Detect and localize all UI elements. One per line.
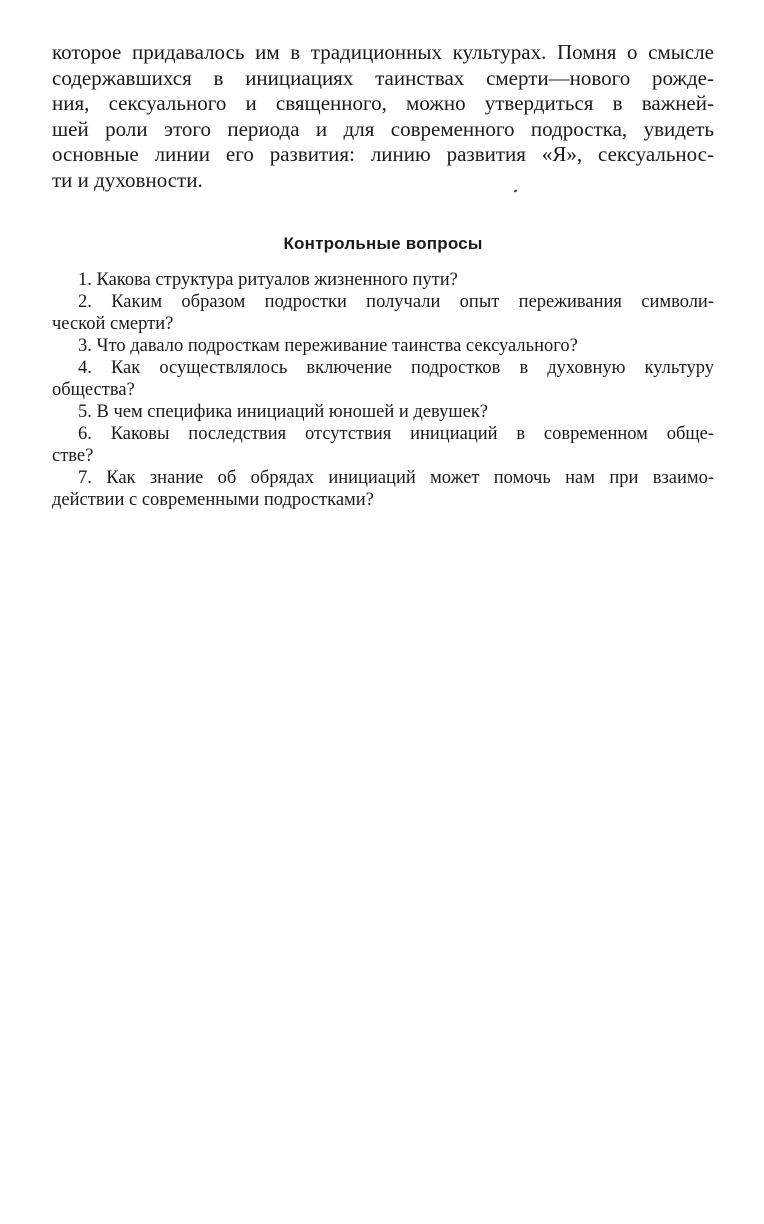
intro-paragraph <box>52 40 714 194</box>
question-line: 3. Что давало подросткам переживание таинства сексуального? <box>78 335 578 356</box>
question-item <box>52 467 714 511</box>
question-item <box>52 269 714 291</box>
paragraph-line: которое придавалось им в традиционных культурах. Помня о смысле <box>52 40 714 64</box>
paragraph-line: содержавшихся в инициациях таинствах смерти—нового рожде- <box>52 65 714 90</box>
question-line: 2. Каким образом подростки получали опыт переживания символи- <box>78 291 714 312</box>
question-item <box>52 357 714 401</box>
paragraph-line: ния, сексуального и священного, можно утвердиться в важней- <box>52 91 714 116</box>
question-line: 1. Какова структура ритуалов жизненного пути? <box>78 269 458 290</box>
page <box>52 40 714 511</box>
paragraph-line: ти и духовности. <box>52 167 203 192</box>
question-line: стве? <box>52 445 94 466</box>
question-line: 6. Каковы последствия отсутствия инициаций в современном обще- <box>78 423 714 444</box>
section-heading: Контрольные вопросы <box>283 233 483 253</box>
question-item <box>52 401 714 423</box>
questions-list <box>52 269 714 511</box>
question-line: 5. В чем специфика инициаций юношей и девушек? <box>78 401 489 422</box>
question-line: ческой смерти? <box>52 313 174 334</box>
question-line: общества? <box>52 379 135 400</box>
question-line: 7. Как знание об обрядах инициаций может помочь нам при взаимо- <box>78 467 714 488</box>
question-line: действии с современными подростками? <box>52 489 374 510</box>
paragraph-line: шей роли этого периода и для современного подростка, увидеть <box>52 116 714 141</box>
question-item <box>52 335 714 357</box>
question-item <box>52 291 714 335</box>
question-item <box>52 423 714 467</box>
paragraph-line: основные линии его развития: линию развития «Я», сексуальнос- <box>52 142 714 167</box>
question-line: 4. Как осуществлялось включение подростков в духовную культуру <box>78 357 714 378</box>
